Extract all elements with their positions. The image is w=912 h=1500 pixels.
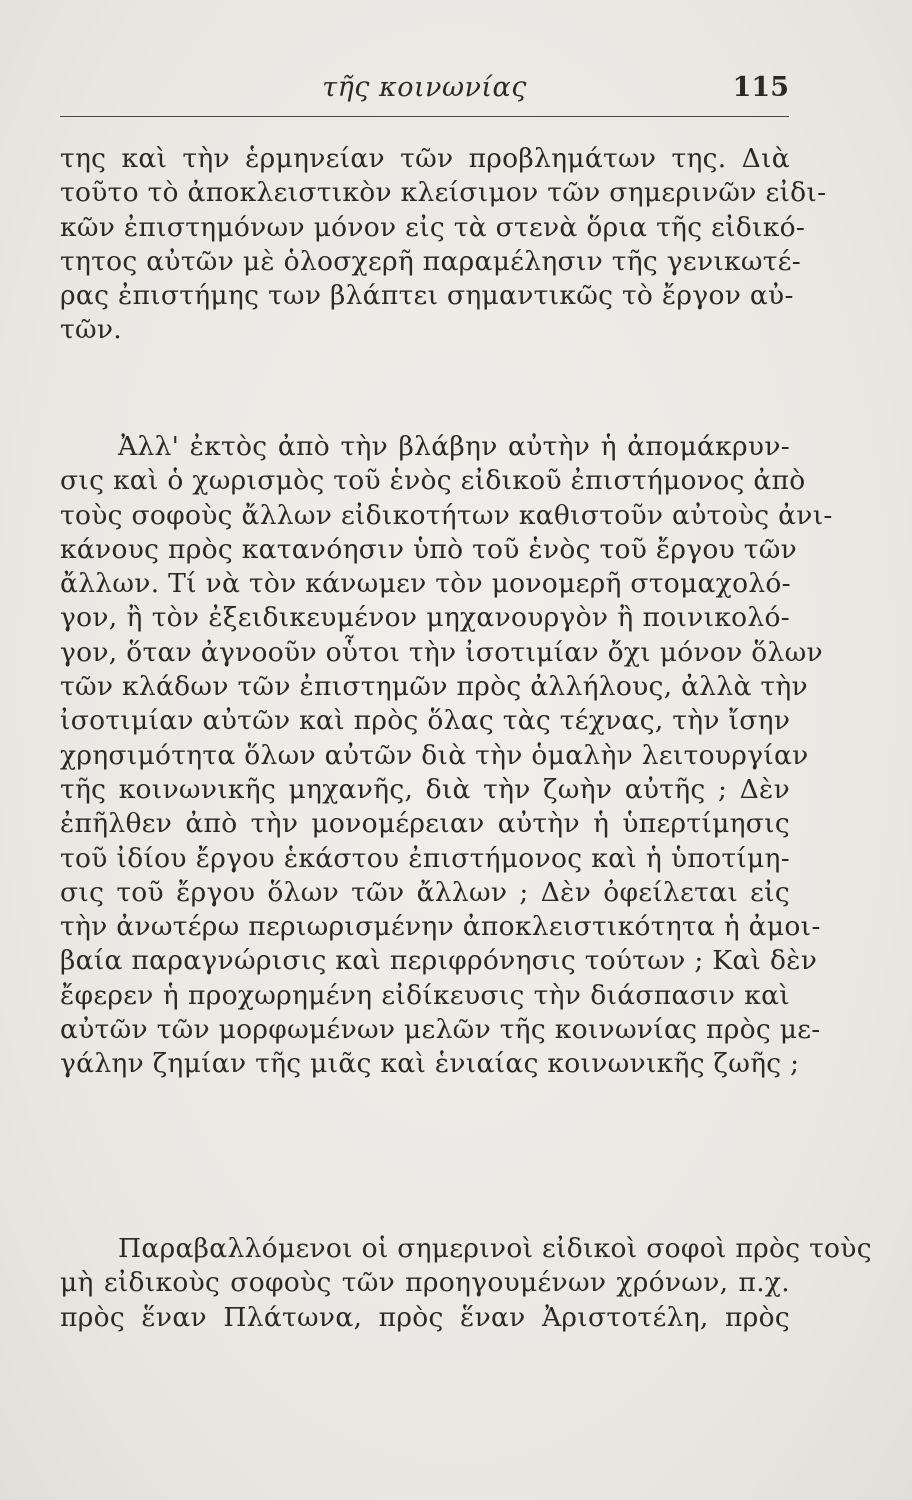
text-line: γον, ὅταν ἀγνοοῦν οὗτοι τὴν ἰσοτιμίαν ὄχι μόνον ὅλων — [60, 636, 823, 668]
text-line: τοὺς σοφοὺς ἄλλων εἰδικοτήτων καθιστοῦν αὐτοὺς ἀνι- — [60, 499, 833, 531]
text-line: ἐπῆλθεν ἀπὸ τὴν μονομέρειαν αὐτὴν ἡ ὑπερτίμησις — [60, 808, 790, 840]
text-line: τὴν ἀνωτέρω περιωρισμένην ἀποκλειστικότητα ἡ ἀμοι- — [60, 911, 821, 943]
paragraph-2 — [60, 430, 833, 1082]
text-line: γάλην ζημίαν τῆς μιᾶς καὶ ἑνιαίας κοινωνικῆς ζωῆς ; — [60, 1048, 800, 1080]
text-line: ἄλλων. Τί νὰ τὸν κάνωμεν τὸν μονομερῆ στομαχολό- — [60, 568, 791, 600]
text-line: Παραβαλλόμενοι οἱ σημερινοὶ εἰδικοὶ σοφοὶ πρὸς τοὺς — [118, 1233, 872, 1264]
text-line: τοῦτο τὸ ἀποκλειστικὸν κλείσιμον τῶν σημερινῶν εἰδι- — [60, 177, 827, 209]
text-line: τῶν κλάδων τῶν ἐπιστημῶν πρὸς ἀλλήλους, ἀλλὰ τὴν — [60, 671, 808, 703]
text-line: ἔφερεν ἡ προχωρημένη εἰδίκευσις τὴν διάσπασιν καὶ — [60, 979, 790, 1011]
text-line: της καὶ τὴν ἑρμηνείαν τῶν προβλημάτων της. Διὰ — [60, 143, 790, 174]
running-title: τῆς κοινωνίας — [322, 72, 527, 103]
text-line: πρὸς ἕναν Πλάτωνα, πρὸς ἕναν Ἀριστοτέλη, πρὸς — [60, 1301, 790, 1333]
text-line: Ἀλλ' ἐκτὸς ἀπὸ τὴν βλάβην αὐτὴν ἡ ἀπομάκρυν- — [118, 431, 790, 462]
text-line: κῶν ἐπιστημόνων μόνον εἰς τὰ στενὰ ὅρια τῆς εἰδικό- — [60, 211, 806, 243]
text-line: μὴ εἰδικοὺς σοφοὺς τῶν προηγουμένων χρόνων, π.χ. — [60, 1267, 790, 1299]
text-line: χρησιμότητα ὅλων αὐτῶν διὰ τὴν ὁμαλὴν λειτουργίαν — [60, 739, 809, 771]
text-line: τοῦ ἰδίου ἔργου ἑκάστου ἐπιστήμονος καὶ ἡ ὑποτίμη- — [60, 842, 790, 874]
text-line: τητος αὐτῶν μὲ ὁλοσχερῆ παραμέλησιν τῆς γενικωτέ- — [60, 245, 802, 277]
text-line: αὐτῶν τῶν μορφωμένων μελῶν τῆς κοινωνίας πρὸς με- — [60, 1014, 821, 1046]
text-line: κάνους πρὸς κατανόησιν ὑπὸ τοῦ ἑνὸς τοῦ ἔργου τῶν — [60, 533, 798, 565]
text-line: βαία παραγνώρισις καὶ περιφρόνησις τούτων ; Καὶ δὲν — [60, 945, 818, 977]
text-line: τῶν. — [60, 314, 123, 346]
page-number: 115 — [732, 72, 789, 103]
text-line: σις καὶ ὁ χωρισμὸς τοῦ ἑνὸς εἰδικοῦ ἐπιστήμονος ἀπὸ — [60, 465, 806, 497]
text-line: γον, ἢ τὸν ἐξειδικευμένον μηχανουργὸν ἢ ποινικολό- — [60, 602, 790, 634]
page-header — [60, 72, 789, 117]
paragraph-1 — [60, 142, 827, 348]
paragraph-3 — [60, 1232, 872, 1335]
text-line: ἰσοτιμίαν αὐτῶν καὶ πρὸς ὅλας τὰς τέχνας, τὴν ἴσην — [60, 705, 791, 737]
text-line: σις τοῦ ἔργου ὅλων τῶν ἄλλων ; Δὲν ὀφείλεται εἰς — [60, 876, 790, 908]
text-line: ρας ἐπιστήμης των βλάπτει σημαντικῶς τὸ ἔργον αὐ- — [60, 280, 794, 312]
text-line: τῆς κοινωνικῆς μηχανῆς, διὰ τὴν ζωὴν αὐτῆς ; Δὲν — [60, 773, 790, 805]
